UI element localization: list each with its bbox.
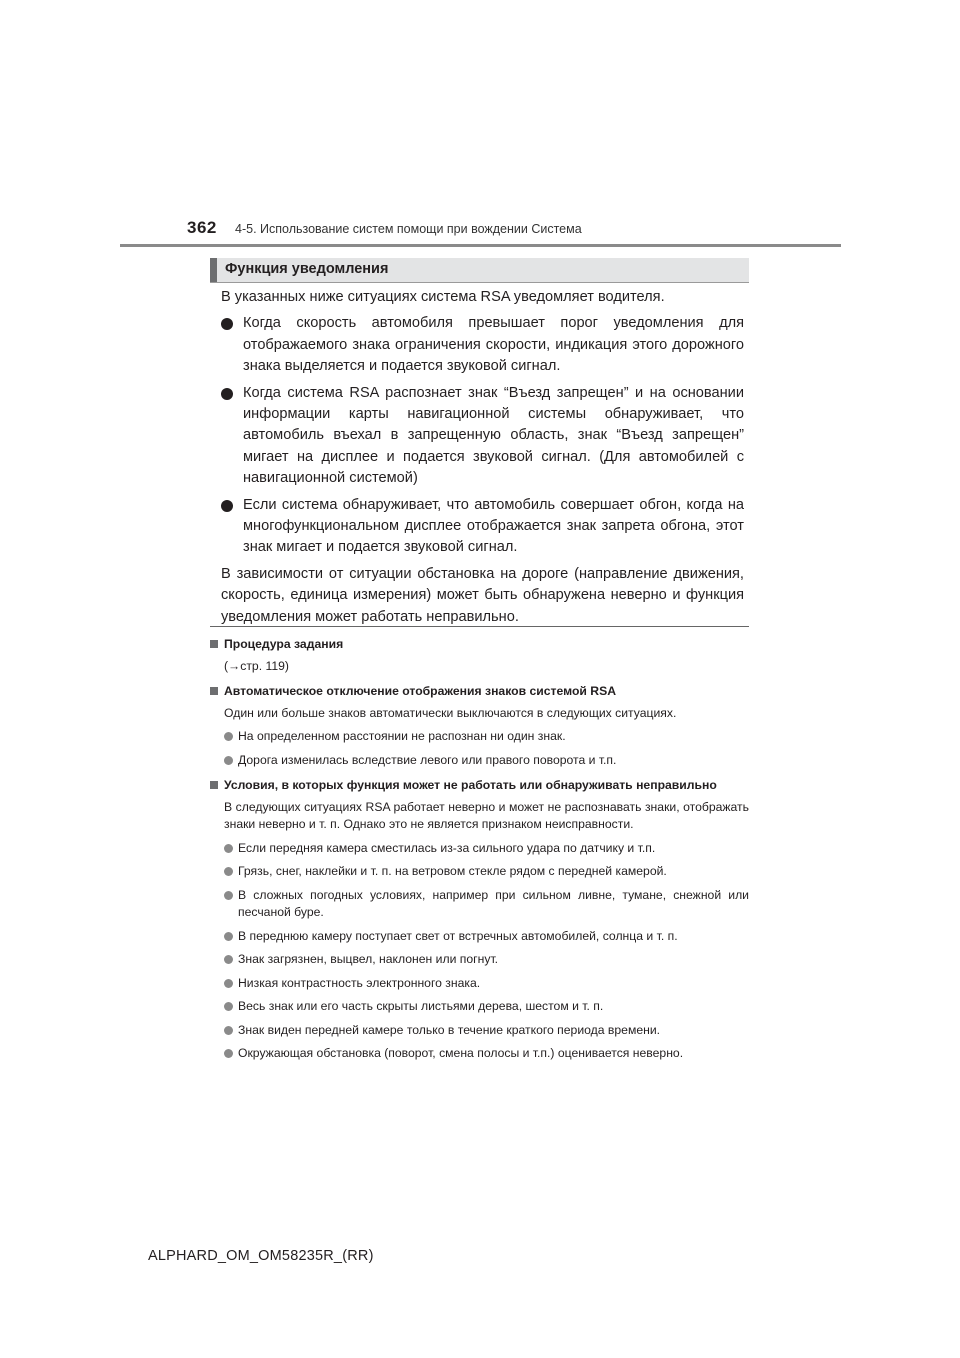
bullet-text: Когда система RSA распознает знак “Въезд запрещен” и на основании информации карты навигационной системы обнаруживает, что автомобиль въехал в запрещенную область, знак “Въезд запрещен” мигает на дисплее и подается звуковой сигнал. (Для автомобилей с навигационной системой) [243,384,744,487]
square-bullet-icon [210,781,218,789]
bullet-item [221,383,744,490]
document-code-footer: ALPHARD_OM_OM58235R_(RR) [148,1248,374,1264]
note-heading-auto-off: Автоматическое отключение отображения знаков системой RSA [210,683,749,701]
note-text: В следующих ситуациях RSA работает неверно и может не распознавать знаки, отображать знаки неверно и т. п. Однако это не является признаком неисправности. [224,799,749,831]
bullet-dot-icon [224,756,233,765]
bullet-dot-icon [221,318,233,330]
note-bullet: На определенном расстоянии не распознан ни один знак. [210,728,749,746]
note-bullet: Грязь, снег, наклейки и т. п. на ветровом стекле рядом с передней камерой. [210,863,749,881]
section-marker [210,258,217,282]
note-bullet: Окружающая обстановка (поворот, смена полосы и т.п.) оценивается неверно. [210,1045,749,1063]
square-bullet-icon [210,640,218,648]
bullet-item [221,495,744,559]
bullet-dot-icon [224,732,233,741]
section-title: Функция уведомления [225,261,389,277]
note-bullet: Знак виден передней камере только в течение краткого периода времени. [210,1022,749,1040]
note-bullet: Весь знак или его часть скрыты листьями дерева, шестом и т. п. [210,998,749,1016]
bullet-dot-icon [224,932,233,941]
note-bullet: В сложных погодных условиях, например при сильном ливне, тумане, снежной или песчаной буре. [210,887,749,922]
note-heading-procedure: Процедура задания [210,636,749,654]
notes-divider [210,626,749,627]
bullet-dot-icon [224,1002,233,1011]
note-bullet: Знак загрязнен, выцвел, наклонен или погнут. [210,951,749,969]
main-content [221,287,744,628]
header-divider [120,244,841,247]
page-number: 362 [187,218,217,237]
bullet-dot-icon [224,867,233,876]
bullet-dot-icon [224,955,233,964]
bullet-dot-icon [224,844,233,853]
bullet-item [221,313,744,377]
bullet-dot-icon [224,891,233,900]
note-bullet: Низкая контрастность электронного знака. [210,975,749,993]
bullet-text: Если система обнаруживает, что автомобиль совершает обгон, когда на многофункциональном дисплее отображается знак запрета обгона, этот знак мигает и подается звуковой сигнал. [243,496,744,556]
note-bullet: Если передняя камера сместилась из-за сильного удара по датчику и т.п. [210,840,749,858]
bullet-dot-icon [221,388,233,400]
bullet-dot-icon [224,1026,233,1035]
square-bullet-icon [210,687,218,695]
bullet-text: Когда скорость автомобиля превышает порог уведомления для отображаемого знака ограничения скорости, индикация этого дорожного знака выделяется и подается звуковой сигнал. [243,315,744,375]
closing-paragraph: В зависимости от ситуации обстановка на дороге (направление движения, скорость, единица измерения) может быть обнаружена неверно и функция уведомления может работать неправильно. [221,565,744,625]
page-reference-link[interactable]: (→стр. 119) [224,658,289,673]
note-bullet: В переднюю камеру поступает свет от встречных автомобилей, солнца и т. п. [210,928,749,946]
bullet-dot-icon [224,979,233,988]
note-text: Один или больше знаков автоматически выключаются в следующих ситуациях. [224,705,677,720]
intro-paragraph: В указанных ниже ситуациях система RSA уведомляет водителя. [221,289,665,305]
section-heading-bar [210,258,749,283]
bullet-dot-icon [224,1049,233,1058]
note-heading-conditions: Условия, в которых функция может не работать или обнаруживать неправильно [210,777,749,795]
note-bullet: Дорога изменилась вследствие левого или правого поворота и т.п. [210,752,749,770]
bullet-dot-icon [221,500,233,512]
running-header: 4-5. Использование систем помощи при вождении Система [235,222,582,236]
notes-section [210,636,749,1063]
